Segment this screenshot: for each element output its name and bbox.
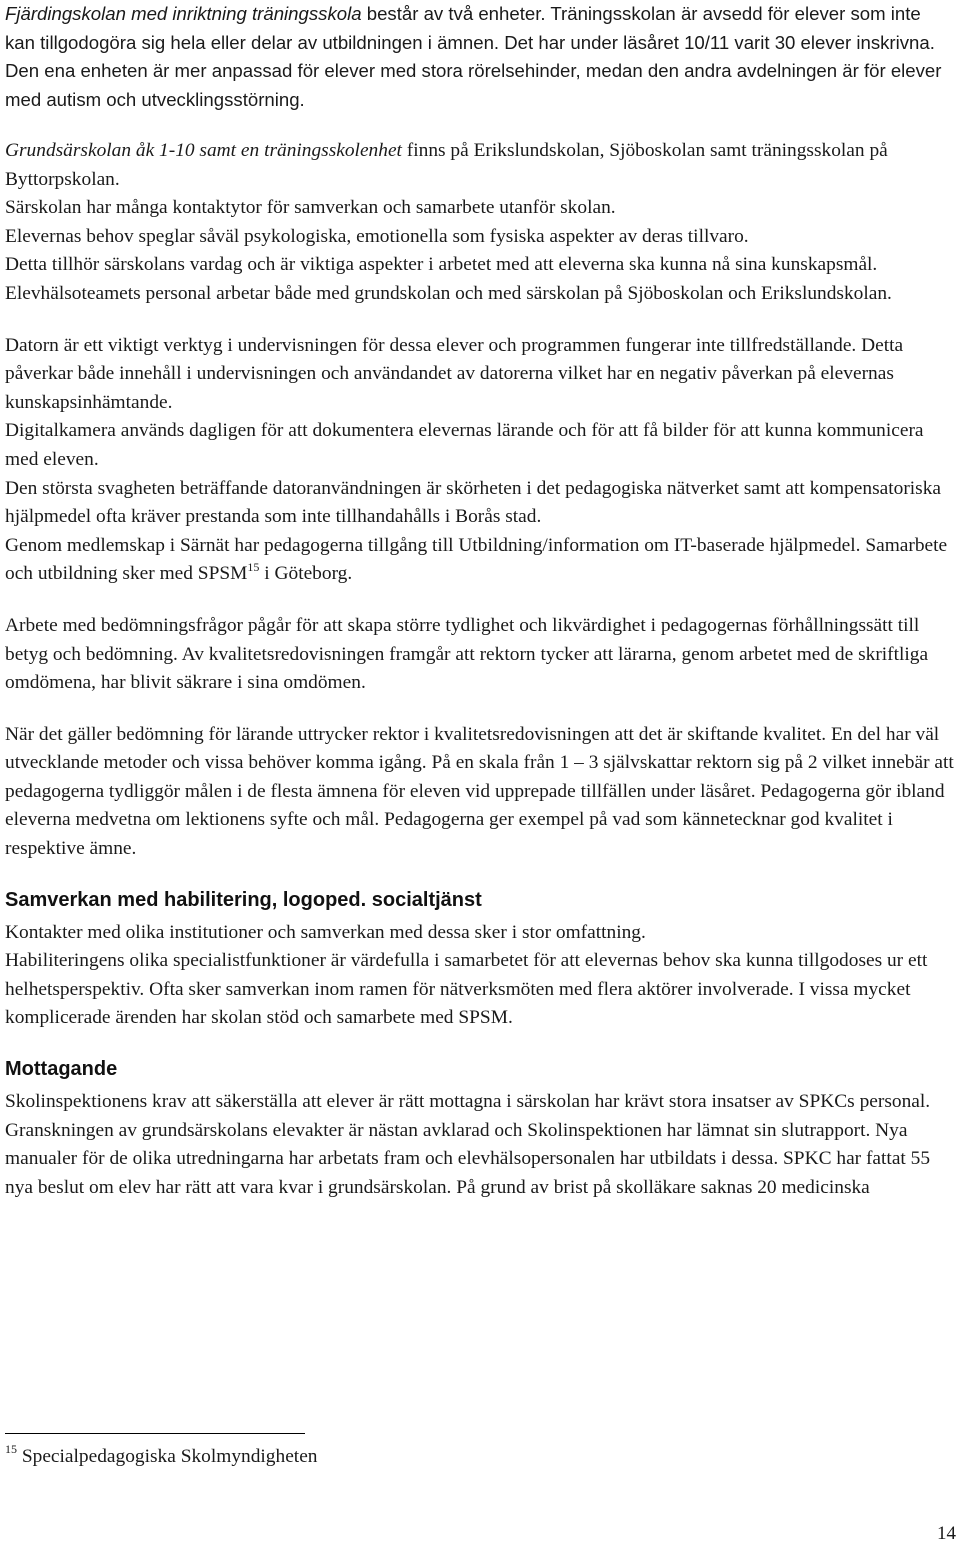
intro-paragraph bbox=[5, 0, 955, 114]
footnote-reference: 15 bbox=[247, 560, 260, 575]
sarnat-text-end: i Göteborg. bbox=[259, 563, 353, 585]
mottagande-paragraph: Skolinspektionens krav att säkerställa att elever är rätt mottagna i särskolan har krävt stora insatser av SPKCs personal. Granskningen av grundsärskolans elevakter är nästan avklarad och Skolinspektionen har lämnat sin slutrapport. Nya manualer för de olika utredningarna har arbetats fram och elevhälsopersonalen har utbildats i dessa. SPKC har fattat 55 nya beslut om elev har rätt att vara kvar i grundsärskolan. På grund av brist på skolläkare saknas 20 medicinska bbox=[5, 1091, 931, 1198]
intro-text: består av två enheter. Träningsskolan är avsedd för elever som inte kan tillgodogöra sig hela eller delar av utbildningen i ämnen. Det har under läsåret 10/11 varit 30 elever inskrivna. Den ena enheten är mer anpassad för elever med stora rörelsehinder, medan den andra avdelningen är för elever med autism och utvecklingsstörning. bbox=[5, 3, 942, 110]
quality-paragraph: När det gäller bedömning för lärande uttrycker rektor i kvalitetsredovisningen att det är skiftande kvalitet. En del har väl utvecklande metoder och vissa behöver komma igång. På en skala från 1 – 3 självskattar rektorn sig på 2 vilket innebär att pedagogerna tydliggör målen i de flesta ämnena för eleven vid upprepade tillfällen under läsåret. Pedagogerna gör ibland eleverna medvetna om lektionens syfte och mål. Pedagogerna ger exempel på vad som kännetecknar god kvalitet i respektive ämne. bbox=[5, 723, 954, 860]
samverkan-line: Kontakter med olika institutioner och samverkan med dessa sker i stor omfattning. bbox=[5, 921, 646, 943]
page-number: 14 bbox=[937, 1523, 956, 1544]
school-name-lead: Fjärdingskolan med inriktning träningsskola bbox=[5, 3, 362, 24]
text-line: Elevernas behov speglar såväl psykologiska, emotionella som fysiska aspekter av deras tillvaro. bbox=[5, 225, 749, 247]
network-weakness-line: Den största svagheten beträffande datoranvändningen är skörheten i det pedagogiska nätverket samt att kompensatoriska hjälpmedel ofta kräver prestanda som inte tillhandahålls i Borås stad. bbox=[5, 477, 942, 528]
footnote-text: Specialpedagogiska Skolmyndigheten bbox=[17, 1446, 318, 1467]
grundsarskolan-text: finns på Erikslundskolan, Sjöboskolan samt träningsskolan på Byttorpskolan. bbox=[5, 140, 888, 190]
grundsarskolan-lead: Grundsärskolan åk 1-10 samt en träningsskolenhet bbox=[5, 140, 402, 161]
footnote-number: 15 bbox=[5, 1442, 17, 1456]
footnote bbox=[5, 1443, 318, 1471]
text-line: Detta tillhör särskolans vardag och är viktiga aspekter i arbetet med att eleverna ska kunna nå sina kunskapsmål. bbox=[5, 254, 878, 276]
footnote-divider bbox=[5, 1433, 305, 1434]
assessment-paragraph: Arbete med bedömningsfrågor pågår för att skapa större tydlighet och likvärdighet i pedagogernas förhållningssätt till betyg och bedömning. Av kvalitetsredovisningen framgår att rektorn tycker att lärarna, genom arbetet med de skriftliga omdömena, har blivit säkrare i sina omdömen. bbox=[5, 614, 929, 694]
camera-line: Digitalkamera används dagligen för att dokumentera elevernas lärande och för att få bilder för att kunna kommunicera med eleven. bbox=[5, 420, 924, 470]
text-line: Elevhälsoteamets personal arbetar både med grundskolan och med särskolan på Sjöboskolan och Erikslundskolan. bbox=[5, 282, 892, 304]
sarnat-line bbox=[5, 532, 955, 589]
samverkan-paragraph: Habiliteringens olika specialistfunktioner är värdefulla i samarbetet för att elevernas behov ska kunna tillgodoses ur ett helhetsperspektiv. Ofta sker samverkan inom ramen för nätverksmöten med flera aktörer involverade. I vissa mycket komplicerade ärenden har skolan stöd och samarbete med SPSM. bbox=[5, 950, 928, 1029]
section-heading-mottagande: Mottagande bbox=[5, 1058, 118, 1081]
grundsarskolan-paragraph bbox=[5, 137, 955, 194]
text-line: Särskolan har många kontaktytor för samverkan och samarbete utanför skolan. bbox=[5, 197, 616, 219]
document-body bbox=[5, 0, 955, 1202]
sarnat-text: Genom medlemskap i Särnät har pedagogerna tillgång till Utbildning/information om IT-baserade hjälpmedel. Samarbete och utbildning sker med SPSM bbox=[5, 534, 948, 585]
section-heading-samverkan: Samverkan med habilitering, logoped. socialtjänst bbox=[5, 888, 482, 911]
computer-paragraph: Datorn är ett viktigt verktyg i undervisningen för dessa elever och programmen fungerar inte tillfredställande. Detta påverkar både innehåll i undervisningen och användandet av datorerna vilket har en negativ påverkan på elevernas kunskapsinhämtande. bbox=[5, 334, 904, 413]
